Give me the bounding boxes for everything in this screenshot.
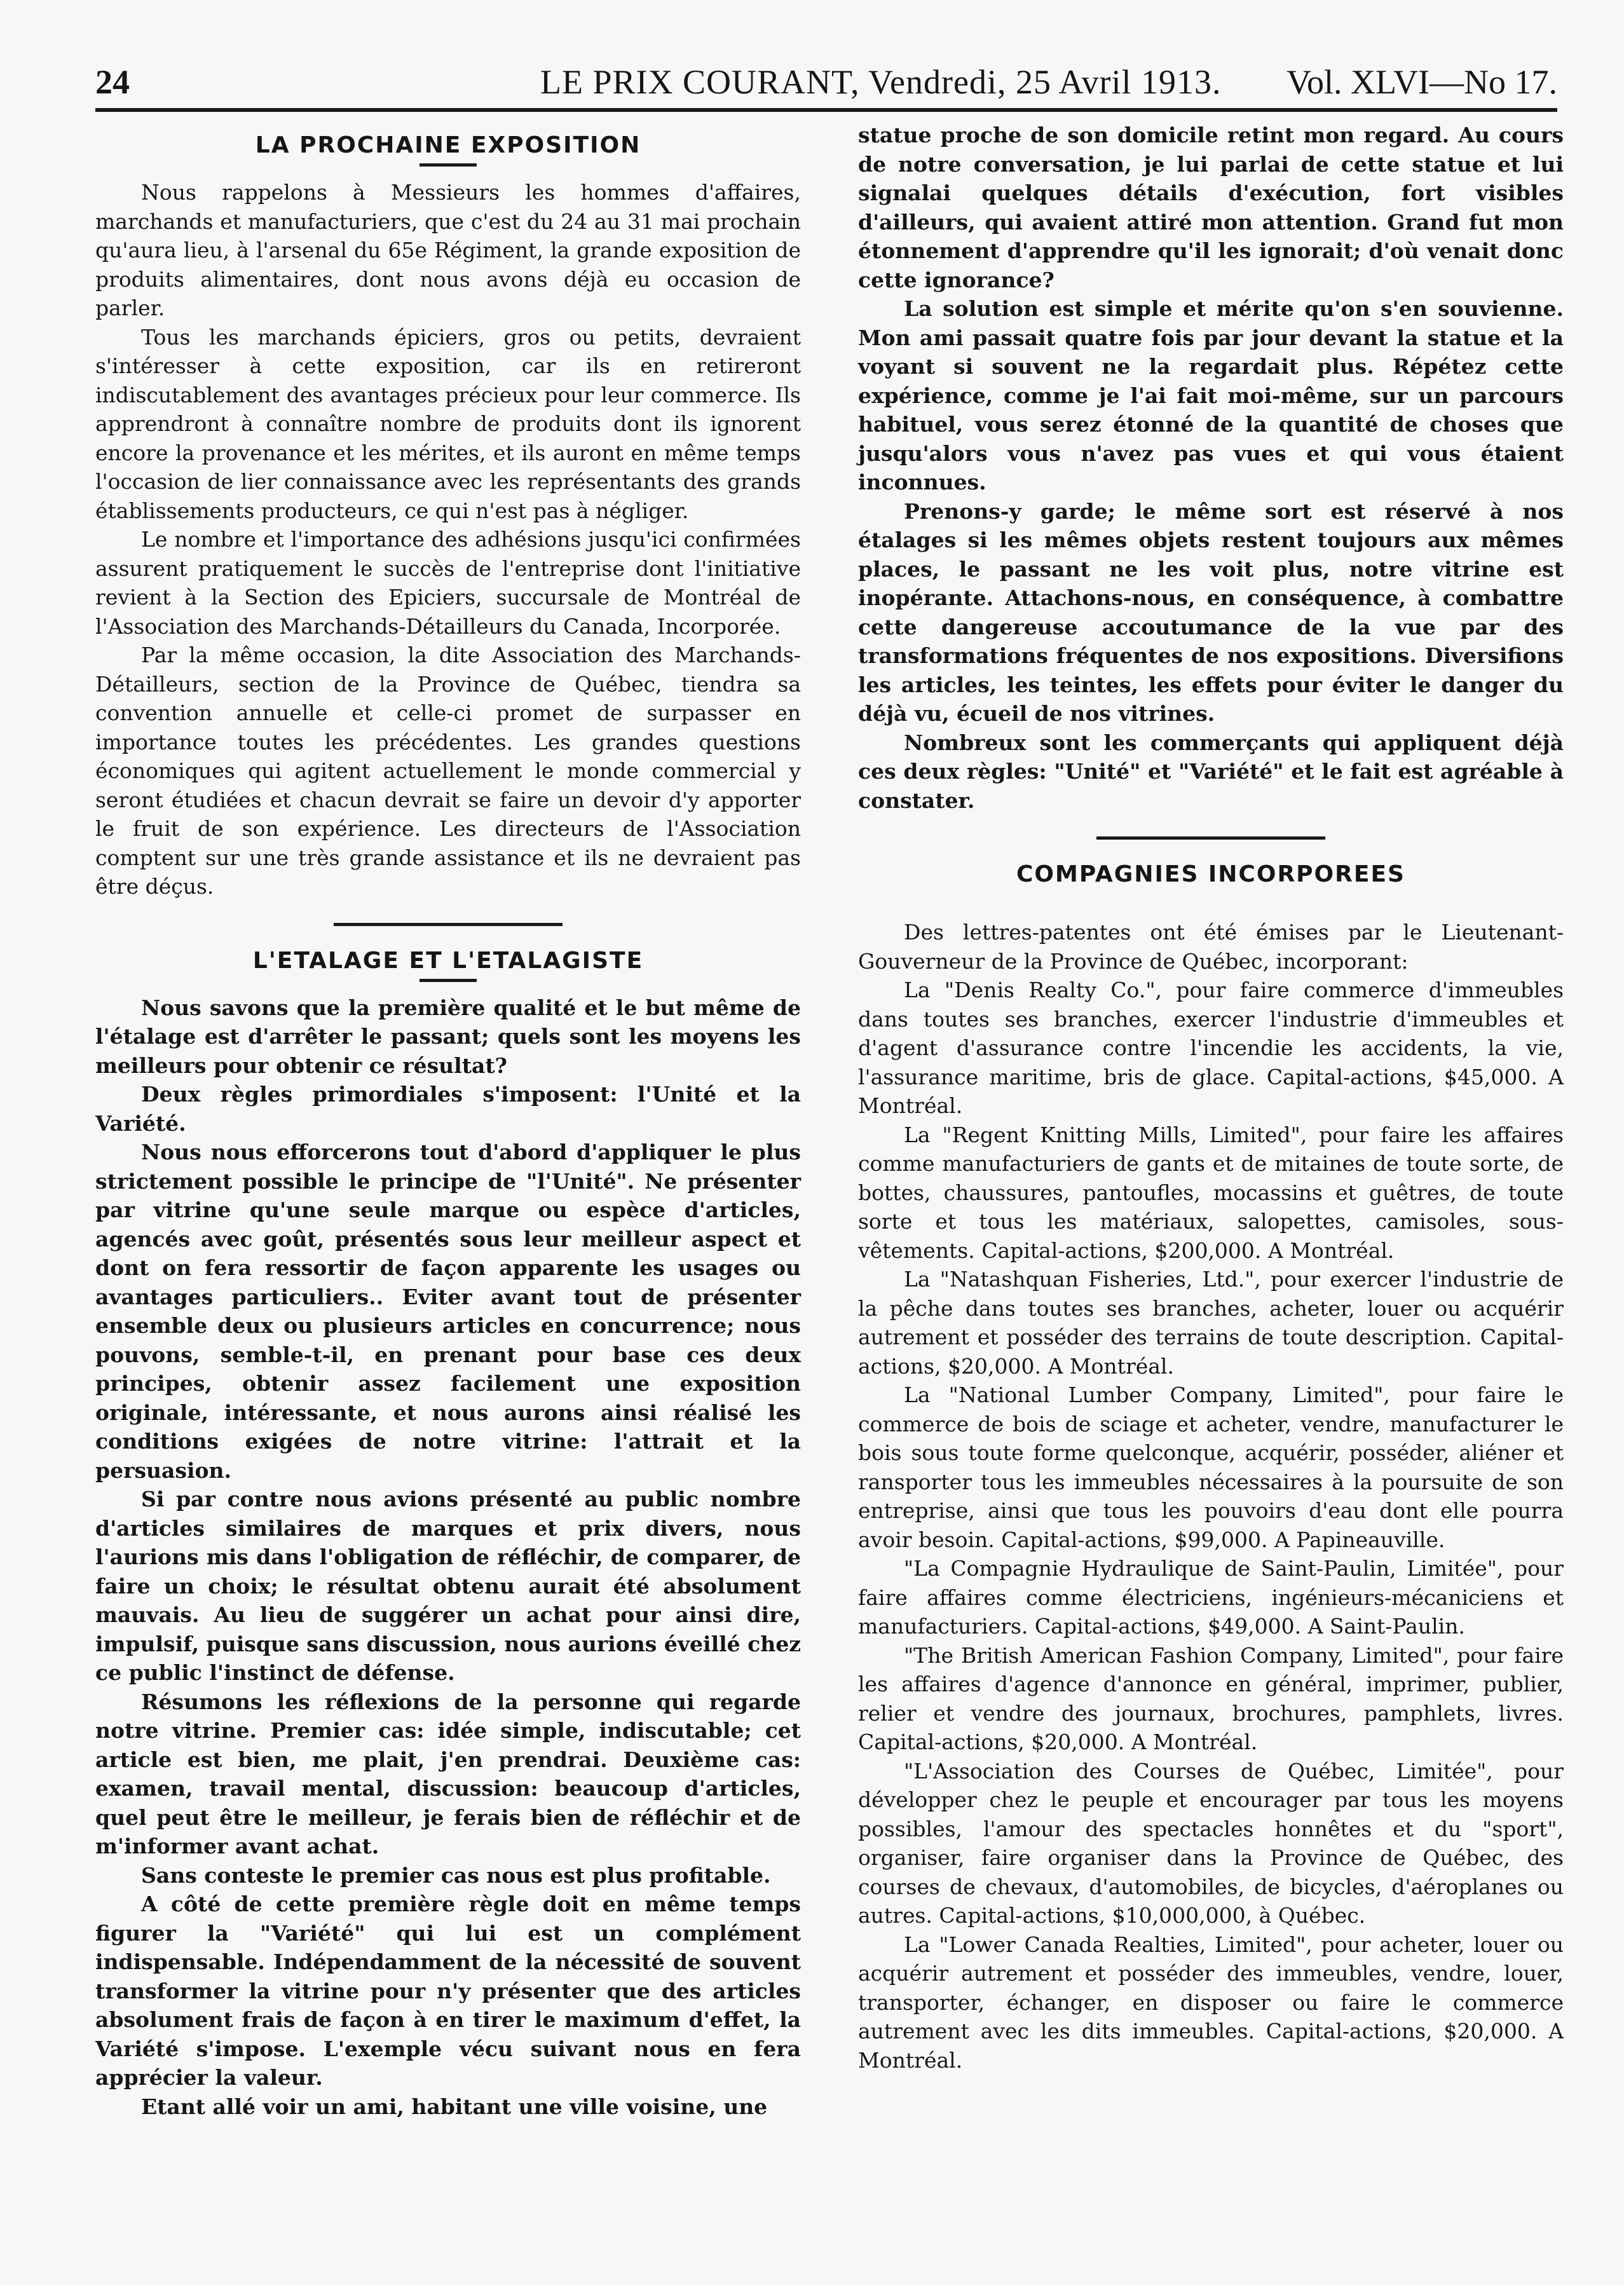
article-compagnies — [858, 918, 1564, 2075]
paragraph: La solution est simple et mérite qu'on s'en souvienne. Mon ami passait quatre fois par jour devant la statue et la voyant si souvent ne la regardait plus. Répétez cette expérience, comme je l'ai fait moi-même, sur un parcours habituel, vous serez étonné de la quantité de choses que jusqu'alors vous n'avez pas vues et qui vous étaient inconnues. — [858, 296, 1564, 495]
spacer — [858, 892, 1564, 918]
section-title-etalage: L'ETALAGE ET L'ETALAGISTE — [252, 947, 644, 974]
paragraph: Nous nous efforcerons tout d'abord d'appliquer le plus strictement possible le principe de "l'Unité". Ne présenter par vitrine qu'une seule marque ou espèce d'articles, agencés avec goût, présentés sous leur meilleur aspect et dont on fera ressortir de façon apparente les usages ou avantages particuliers.. Eviter avant tout de présenter ensemble deux ou plusieurs articles en concurrence; nous pouvons, semble-t-il, en prenant pour base ces deux principes, obtenir assez facilement une exposition originale, intéressante, et nous aurons ainsi réalisé les conditions exigées de notre vitrine: l'attrait et la persuasion. — [95, 1140, 801, 1483]
article-etalage-continued — [858, 121, 1564, 815]
article-etalage — [95, 993, 801, 2122]
paragraph: Tous les marchands épiciers, gros ou petits, devraient s'intéresser à cette exposition, car ils en retireront indiscutablement des avantages précieux pour leur commerce. Ils apprendront à connaître nombre de produits dont ils ignorent encore la provenance et les mérites, et ils auront en même temps l'occasion de lier connaissance avec les représentants des grands établissements producteurs, ce qui n'est pas à négliger. — [95, 324, 801, 523]
paragraph: La "National Lumber Company, Limited", pour faire le commerce de bois de sciage et acheter, vendre, manufacturer le bois sous toute forme quelconque, acquérir, posséder, aliéner et ransporter tous les immeubles nécessaires à la poursuite de son entreprise, ainsi que tous les pouvoirs d'eau dont elle pourra avoir besoin. Capital-actions, $99,000. A Papineauville. — [858, 1382, 1564, 1552]
divider — [420, 979, 477, 982]
masthead-title: LE PRIX COURANT, Vendredi, 25 Avril 1913. — [540, 63, 1222, 101]
paragraph: Si par contre nous avions présenté au public nombre d'articles similaires de marques et prix divers, nous l'aurions mis dans l'obligation de réfléchir, de comparer, de faire un choix; le résultat obtenu aurait été absolument mauvais. Au lieu de suggérer un achat pour ainsi dire, impulsif, puisque sans discussion, nous aurions éveillé chez ce public l'instinct de défense. — [95, 1487, 801, 1685]
paragraph: Par la même occasion, la dite Association des Marchands-Détailleurs, section de la Province de Québec, tiendra sa convention annuelle et celle-ci promet de surpasser en importance toutes les précédentes. Les grandes questions économiques qui agitent actuellement le monde commercial y seront étudiées et chacun devrait se faire un devoir d'y apporter le fruit de son expérience. Les directeurs de l'Association comptent sur une très grande assistance et ils ne devraient pas être déçus. — [95, 643, 801, 899]
paragraph: A côté de cette première règle doit en même temps figurer la "Variété" qui lui est un complément indispensable. Indépendamment de la nécessité de souvent transformer la vitrine pour n'y présenter que des articles absolument frais de façon à en tirer le maximum d'effet, la Variété s'impose. L'exemple vécu suivant nous en fera apprécier la valeur. — [95, 1892, 801, 2090]
paragraph: La "Natashquan Fisheries, Ltd.", pour exercer l'industrie de la pêche dans toutes ses branches, acheter, louer ou acquérir autrement et posséder des terrains de toute description. Capital-actions, $20,000. A Montréal. — [858, 1267, 1564, 1379]
paragraph: statue proche de son domicile retint mon regard. Au cours de notre conversation, je lui parlai de cette statue et lui signalai quelques détails d'exécution, fort visibles d'ailleurs, qui avaient attiré mon attention. Grand fut mon étonnement d'apprendre qu'il les ignorait; d'où venait donc cette ignorance? — [858, 123, 1564, 292]
section-title-exposition: LA PROCHAINE EXPOSITION — [255, 132, 641, 158]
paragraph: "La Compagnie Hydraulique de Saint-Paulin, Limitée", pour faire affaires comme électriciens, ingénieurs-mécaniciens et manufacturiers. Capital-actions, $49,000. A Saint-Paulin. — [858, 1556, 1564, 1639]
paragraph: La "Denis Realty Co.", pour faire commerce d'immeubles dans toutes ses branches, exercer l'industrie d'immeubles et d'agent d'assurance contre l'incendie les accidents, la vie, l'assurance maritime, bris de glace. Capital-actions, $45,000. A Montréal. — [858, 978, 1564, 1118]
divider — [420, 163, 477, 167]
paragraph: Résumons les réflexions de la personne qui regarde notre vitrine. Premier cas: idée simple, indiscutable; cet article est bien, me plait, j'en prendrai. Deuxième cas: examen, travail mental, discussion: beaucoup d'articles, quel peut être le meilleur, je ferais bien de réfléchir et de m'informer avant achat. — [95, 1689, 801, 1859]
paragraph: Nombreux sont les commerçants qui appliquent déjà ces deux règles: "Unité" et "Variété" et le fait est agréable à constater. — [858, 730, 1564, 813]
paragraph: Deux règles primordiales s'imposent: l'Unité et la Variété. — [95, 1082, 801, 1136]
page-number: 24 — [95, 63, 130, 101]
paragraph: "The British American Fashion Company, Limited", pour faire les affaires d'agence d'annonce en général, imprimer, publier, relier et vendre des journaux, brochures, pamphlets, livres. Capital-actions, $20,000. A Montréal. — [858, 1642, 1564, 1754]
paragraph: Nous rappelons à Messieurs les hommes d'affaires, marchands et manufacturiers, que c'est du 24 au 31 mai prochain qu'aura lieu, à l'arsenal du 65e Régiment, la grande exposition de produits alimentaires, dont nous avons déjà eu occasion de parler. — [95, 180, 801, 320]
article-exposition — [95, 178, 801, 901]
paragraph: Le nombre et l'importance des adhésions jusqu'ici confirmées assurent pratiquement le succès de l'entreprise dont l'initiative revient à la Section des Epiciers, succursale de Montréal de l'Association des Marchands-Détailleurs du Canada, Incorporée. — [95, 527, 801, 639]
volume-number: Vol. XLVI—No 17. — [1286, 63, 1557, 101]
right-column — [858, 121, 1564, 2075]
paragraph: Etant allé voir un ami, habitant une ville voisine, une — [141, 2094, 768, 2119]
page-header — [95, 57, 1557, 112]
paragraph: Des lettres-patentes ont été émises par le Lieutenant-Gouverneur de la Province de Québec, incorporant: — [858, 920, 1564, 974]
left-column — [95, 121, 801, 2121]
paragraph: Prenons-y garde; le même sort est réservé à nos étalages si les mêmes objets restent toujours aux mêmes places, le passant ne les voit plus, notre vitrine est inopérante. Attachons-nous, en conséquence, à combattre cette dangereuse accoutumance de la vue par des transformations fréquentes de nos expositions. Diversifions les articles, les teintes, les effets pour éviter le danger du déjà vu, écueil de nos vitrines. — [858, 498, 1564, 726]
paragraph: La "Regent Knitting Mills, Limited", pour faire les affaires comme manufacturiers de gants et de mitaines de toute sorte, de bottes, chaussures, pantoufles, mocassins et guêtres, de toute sorte et tous les matériaux, salopettes, camisoles, sous-vêtements. Capital-actions, $200,000. A Montréal. — [858, 1122, 1564, 1263]
paragraph: La "Lower Canada Realties, Limited", pour acheter, louer ou acquérir autrement et posséder des immeubles, vendre, louer, transporter, échanger, en disposer ou faire le commerce autrement avec les dits immeubles. Capital-actions, $20,000. A Montréal. — [858, 1932, 1564, 2073]
section-divider — [1096, 836, 1325, 840]
paragraph: Nous savons que la première qualité et le but même de l'étalage est d'arrêter le passant; quels sont les moyens les meilleurs pour obtenir ce résultat? — [95, 995, 801, 1078]
section-divider — [334, 923, 563, 926]
paragraph: Sans conteste le premier cas nous est plus profitable. — [141, 1862, 771, 1888]
section-title-compagnies: COMPAGNIES INCORPOREES — [1016, 861, 1405, 887]
paragraph: "L'Association des Courses de Québec, Limitée", pour développer chez le peuple et encourager par tous les moyens possibles, l'amour des spectacles honnêtes et du "sport", organiser, faire organiser dans la Province de Québec, des courses de chevaux, d'automobiles, de bicycles, d'aéroplanes ou autres. Capital-actions, $10,000,000, à Québec. — [858, 1758, 1564, 1928]
